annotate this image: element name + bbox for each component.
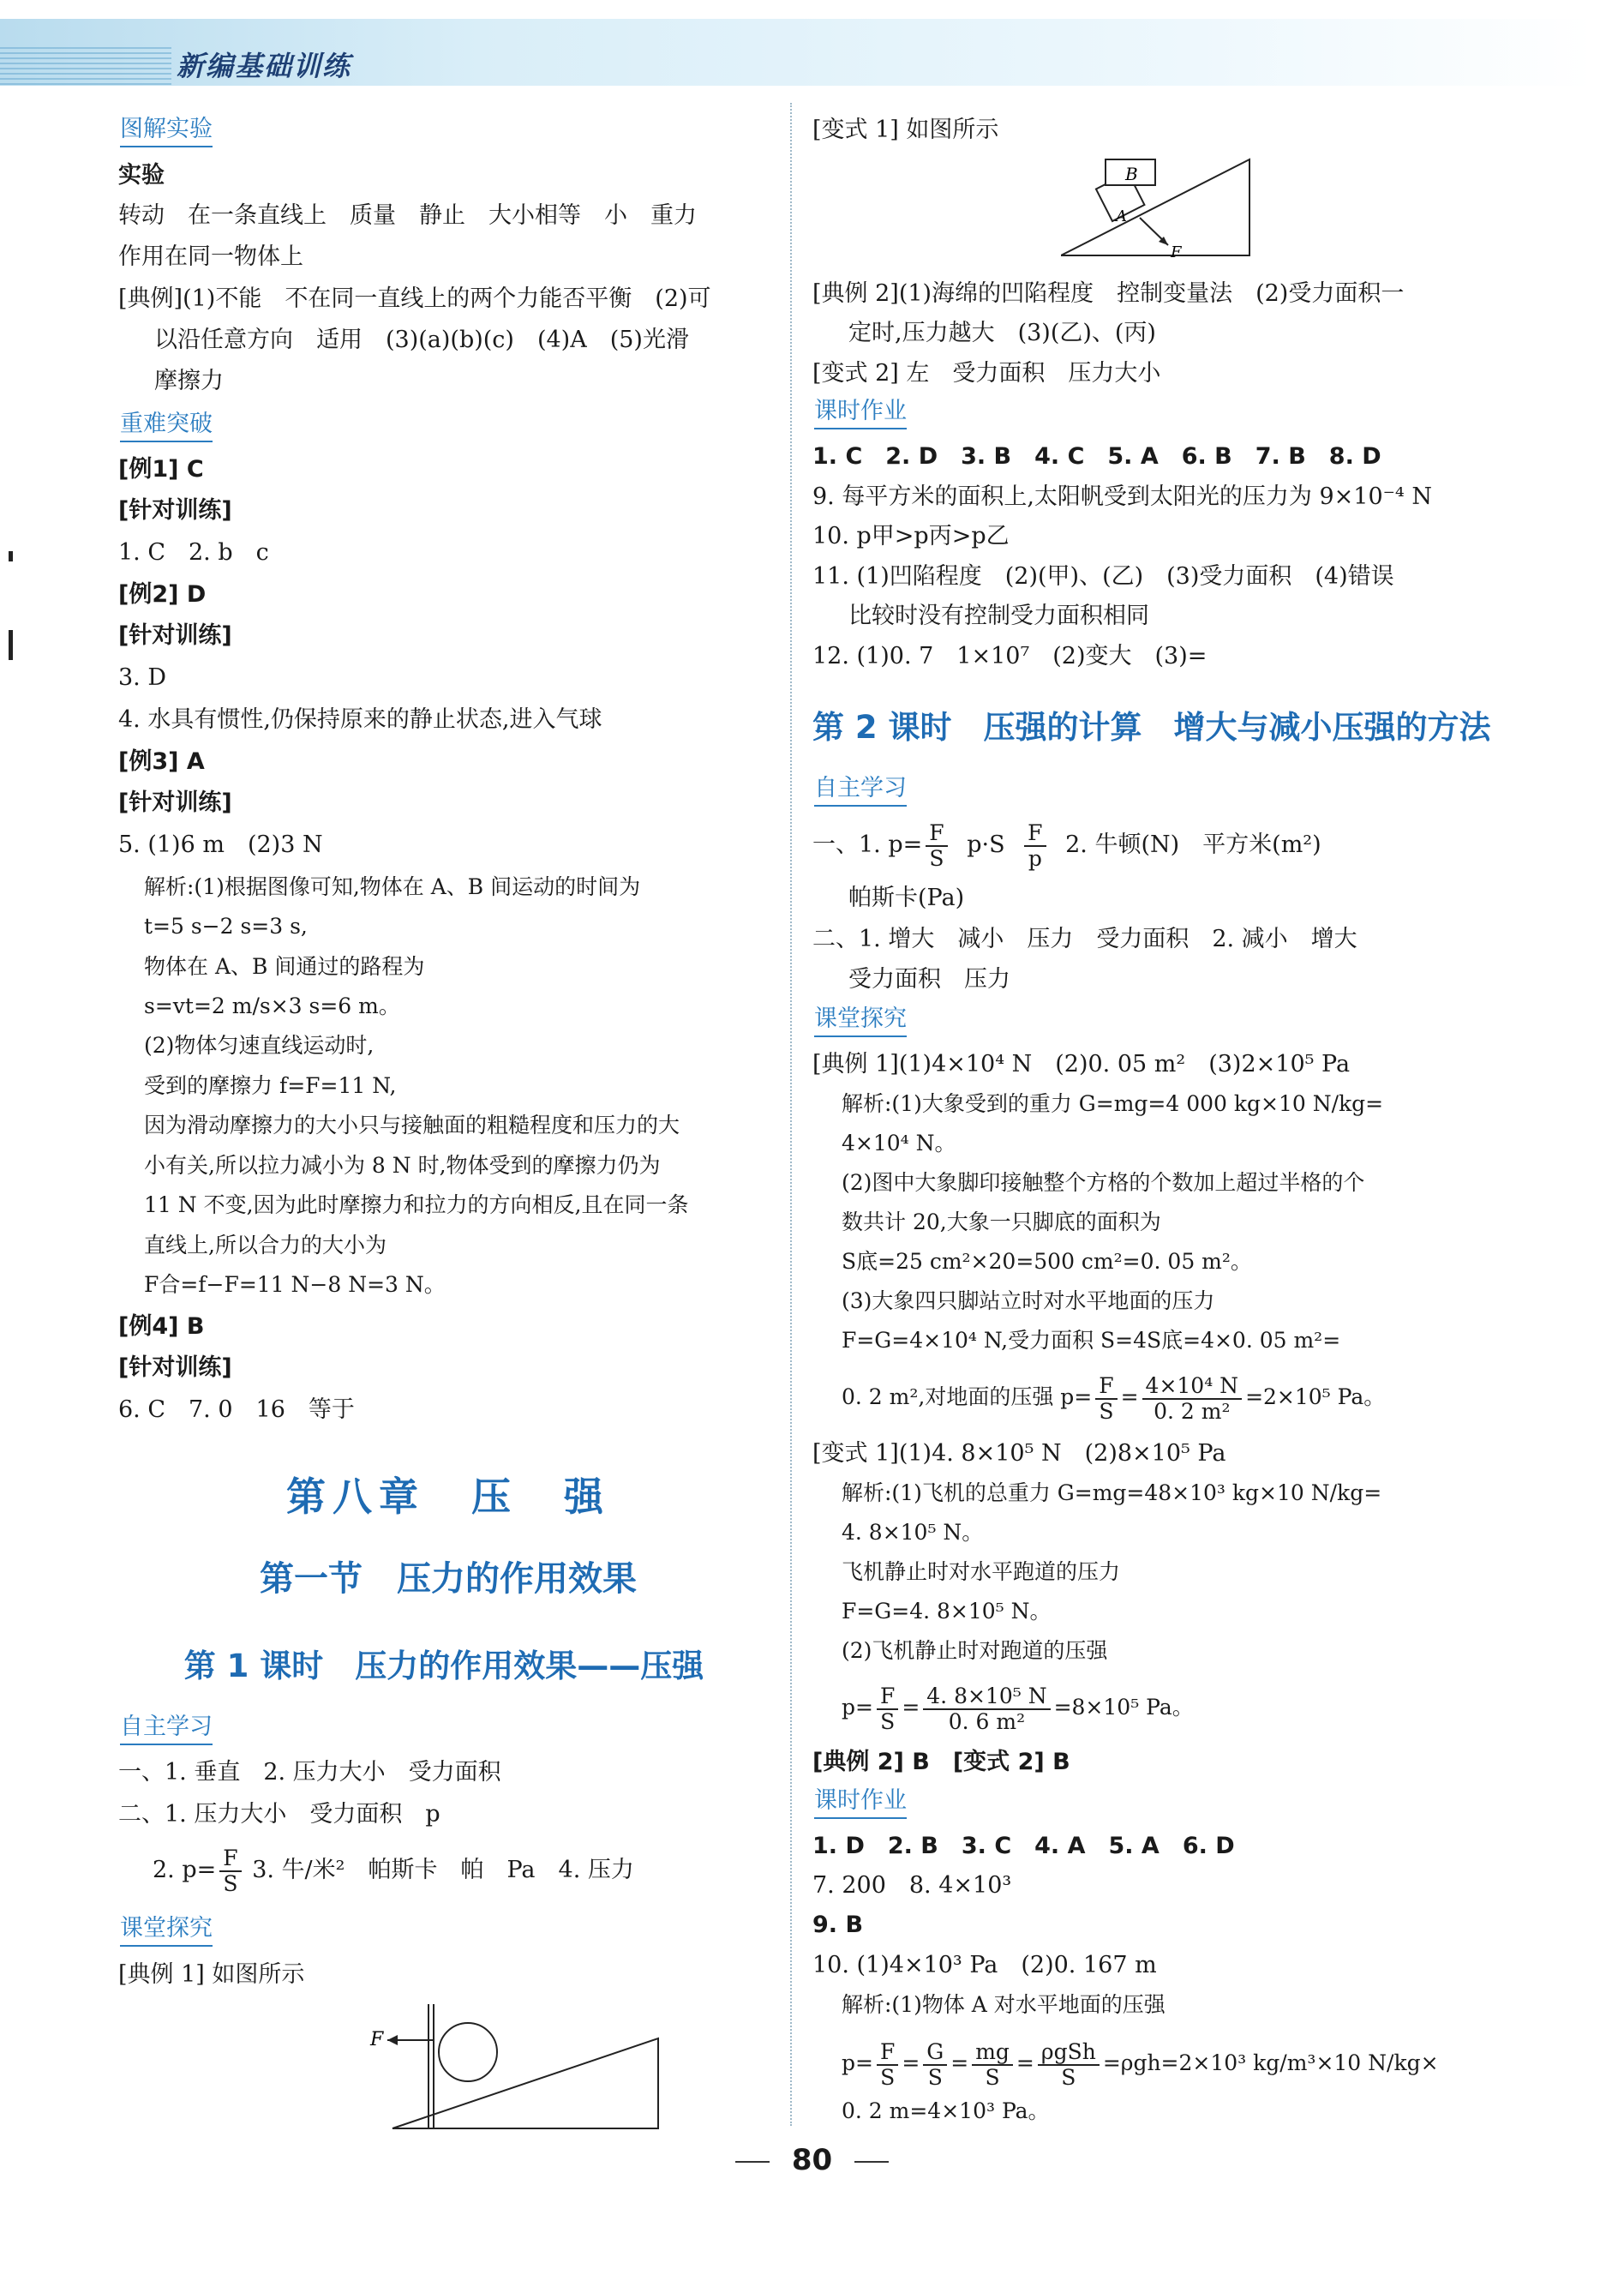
page-number-dash (735, 2161, 770, 2163)
analysis-line: (2)物体匀速直线运动时, (144, 1033, 375, 1058)
incline-sphere-figure (367, 1996, 675, 2137)
formula-prefix: 一、1. p= (812, 831, 923, 858)
analysis-line: F=G=4. 8×10⁵ N。 (842, 1599, 1052, 1624)
analysis-line: (2)飞机静止时对跑道的压强 (842, 1638, 1108, 1663)
analysis-line: F合=f−F=11 N−8 N=3 N。 (144, 1272, 446, 1297)
formula-line (153, 1845, 634, 1896)
practice-heading: [针对训练] (118, 497, 232, 524)
typical-example-line: 定时,压力越大 (3)(乙)、(丙) (848, 320, 1156, 346)
fraction-numerator: 4×10⁴ N (1142, 1374, 1243, 1400)
analysis-line: 解析:(1)飞机的总重力 G=mg=48×10³ kg×10 N/kg= (842, 1480, 1382, 1505)
fraction-denominator: S (223, 1870, 238, 1896)
analysis-line: 0. 2 m=4×10³ Pa。 (842, 2098, 1050, 2123)
formula-prefix: p= (842, 1695, 873, 1720)
force-label: F (370, 2029, 384, 2050)
formula-line: p= $\frac{F}{S}$ = $\frac{\text{4. 8×10⁵ N}}{\text{0. 6 m²}}$ =8×10⁵ Pa。 (842, 1683, 1194, 1734)
fraction-numerator: F (1024, 821, 1046, 847)
page-number (0, 2143, 1624, 2177)
typical-example-line: [典例](1)不能 不在同一直线上的两个力能否平衡 (2)可 (118, 285, 711, 312)
typical-example-line: [典例 1](1)4×10⁴ N (2)0. 05 m² (3)2×10⁵ Pa (812, 1051, 1351, 1077)
fraction (1142, 1374, 1243, 1424)
fraction (1038, 2040, 1100, 2090)
section-label-diagram-experiment: 图解实验 (120, 115, 213, 147)
formula-suffix: 3. 牛/米² 帕斯卡 帕 Pa 4. 压力 (252, 1857, 634, 1883)
column-divider (790, 103, 792, 2126)
formula-suffix: =ρgh=2×10³ kg/m³×10 N/kg× (1102, 2050, 1439, 2075)
section-label-homework: 课时作业 (814, 1786, 907, 1819)
analysis-line: 11 N 不变,因为此时摩擦力和拉力的方向相反,且在同一条 (144, 1192, 689, 1217)
formula-line: 0. 2 m²,对地面的压强 p= $\frac{F}{S}$ = $\frac{\text{4×10⁴ N}}{\text{0. 2 m²}}$ =2×10⁵ Pa。 (842, 1372, 1386, 1424)
analysis-line: 4. 8×10⁵ N。 (842, 1520, 984, 1545)
fraction-denominator: p (1028, 845, 1042, 871)
fraction-numerator: F (877, 2040, 898, 2066)
fraction (923, 1684, 1050, 1734)
answer-line: 5. (1)6 m (2)3 N (118, 831, 323, 858)
analysis-line: 解析:(1)大象受到的重力 G=mg=4 000 kg×10 N/kg= (842, 1091, 1384, 1116)
answer-line: 6. C 7. 0 16 等于 (118, 1396, 355, 1423)
scan-mark (9, 551, 13, 561)
page-number-dash (854, 2161, 889, 2163)
typical-example-line: [典例 2](1)海绵的凹陷程度 控制变量法 (2)受力面积一 (812, 280, 1405, 307)
fraction (1024, 821, 1046, 871)
answer-line: 9. B (812, 1912, 864, 1938)
answer-line: 一、1. 垂直 2. 压力大小 受力面积 (118, 1759, 501, 1786)
typical-example-line: 摩擦力 (154, 368, 224, 394)
formula-suffix: 2. 牛顿(N) 平方米(m²) (1065, 831, 1321, 858)
answer-line: 作用在同一物体上 (118, 243, 303, 270)
analysis-line: 直线上,所以合力的大小为 (144, 1233, 387, 1258)
fraction-denominator: S (929, 845, 944, 871)
header-title: 新编基础训练 (177, 50, 352, 82)
practice-heading: [针对训练] (118, 622, 232, 649)
formula-prefix: 2. p= (153, 1857, 217, 1883)
example-answer: [例2] D (118, 581, 207, 608)
analysis-line: 因为滑动摩擦力的大小只与接触面的粗糙程度和压力的大 (144, 1113, 680, 1138)
analysis-line: 物体在 A、B 间通过的路程为 (144, 954, 425, 979)
fraction-denominator: 0. 2 m² (1154, 1398, 1231, 1424)
analysis-line: 小有关,所以拉力减小为 8 N 时,物体受到的摩擦力仍为 (144, 1153, 661, 1178)
analysis-line: 受到的摩擦力 f=F=11 N, (144, 1073, 397, 1098)
answer-line: 3. D (118, 664, 166, 691)
page-number-text: 80 (791, 2143, 833, 2177)
analysis-line: 解析:(1)物体 A 对水平地面的压强 (842, 1992, 1166, 2017)
analysis-line: F=G=4×10⁴ N,受力面积 S=4S底=4×0. 05 m²= (842, 1328, 1341, 1353)
fraction-numerator: F (926, 821, 947, 847)
section-label-homework: 课时作业 (814, 397, 907, 429)
answer-line: 比较时没有控制受力面积相同 (848, 603, 1149, 629)
answer-line: 1. C 2. b c (118, 539, 269, 566)
answer-line: 帕斯卡(Pa) (848, 885, 965, 911)
typical-example-line: [典例 1] 如图所示 (118, 1961, 305, 1988)
answer-line: [典例 2] B [变式 2] B (812, 1749, 1070, 1775)
fraction-numerator: mg (972, 2040, 1013, 2066)
experiment-heading: 实验 (118, 162, 165, 189)
answer-line: 10. p甲>p丙>p乙 (812, 523, 1010, 549)
example-answer: [例1] C (118, 456, 204, 483)
header-decoration (0, 47, 171, 85)
section-label-key-difficulties: 重难突破 (120, 410, 213, 442)
variant-line: [变式 2] 左 受力面积 压力大小 (812, 360, 1161, 387)
section-label-self-study: 自主学习 (120, 1713, 213, 1745)
formula-line: p= $\frac{F}{S}$ = $\frac{G}{S}$ = $\frac{mg}{S}$ = $\frac{\text{ρgSh}}{S}$ =ρgh=2×10³ kg/m³×10 N/kg× (842, 2038, 1439, 2090)
section-title: 第一节 压力的作用效果 (260, 1559, 637, 1599)
fraction-numerator: G (923, 2040, 947, 2066)
section-label-class-exploration: 课堂探究 (120, 1914, 213, 1947)
analysis-line: t=5 s−2 s=3 s, (144, 914, 308, 939)
answer-line: 转动 在一条直线上 质量 静止 大小相等 小 重力 (118, 202, 697, 229)
analysis-line: S底=25 cm²×20=500 cm²=0. 05 m²。 (842, 1249, 1252, 1274)
fraction (972, 2040, 1013, 2090)
stacked-blocks-incline-figure (1061, 153, 1258, 264)
fraction-denominator: S (1061, 2064, 1076, 2090)
answer-line: 12. (1)0. 7 1×10⁷ (2)变大 (3)= (812, 643, 1208, 669)
answer-line: 1. C 2. D 3. B 4. C 5. A 6. B 7. B 8. D (812, 443, 1381, 470)
analysis-line: (3)大象四只脚站立时对水平地面的压力 (842, 1288, 1215, 1313)
lesson-title: 第 1 课时 压力的作用效果——压强 (183, 1648, 704, 1684)
formula-prefix: p= (842, 2050, 873, 2075)
formula-prefix: 0. 2 m²,对地面的压强 p= (842, 1384, 1093, 1409)
answer-line: 1. D 2. B 3. C 4. A 5. A 6. D (812, 1833, 1235, 1859)
force-label: F (1171, 243, 1182, 261)
fraction-denominator: S (1099, 1398, 1114, 1424)
fraction-denominator: S (985, 2064, 1000, 2090)
formula-suffix: =2×10⁵ Pa。 (1245, 1384, 1386, 1409)
fraction (219, 1846, 241, 1896)
practice-heading: [针对训练] (118, 1354, 232, 1381)
answer-line: 受力面积 压力 (848, 966, 1010, 993)
analysis-line: 解析:(1)根据图像可知,物体在 A、B 间运动的时间为 (144, 874, 641, 899)
formula-term: p·S (967, 831, 1005, 858)
fraction-numerator: ρgSh (1038, 2040, 1100, 2066)
analysis-line: s=vt=2 m/s×3 s=6 m。 (144, 993, 400, 1018)
fraction (877, 2040, 898, 2090)
fraction (926, 821, 947, 871)
fraction-denominator: S (880, 2064, 896, 2090)
fraction-numerator: F (877, 1684, 898, 1710)
fraction-numerator: F (219, 1846, 241, 1872)
fraction (877, 1684, 898, 1734)
fraction (923, 2040, 947, 2090)
answer-line: 7. 200 8. 4×10³ (812, 1872, 1012, 1899)
fraction (1095, 1374, 1117, 1424)
chapter-title: 第八章 压 强 (286, 1474, 610, 1520)
lesson-title: 第 2 课时 压强的计算 增大与减小压强的方法 (812, 709, 1491, 746)
formula-line (812, 819, 1321, 871)
analysis-line: 4×10⁴ N。 (842, 1131, 956, 1156)
practice-heading: [针对训练] (118, 789, 232, 816)
block-b-label: B (1125, 164, 1138, 184)
answer-line: 10. (1)4×10³ Pa (2)0. 167 m (812, 1952, 1157, 1978)
scan-mark (9, 630, 13, 660)
answer-line: 9. 每平方米的面积上,太阳帆受到太阳光的压力为 9×10⁻⁴ N (812, 483, 1432, 510)
analysis-line: (2)图中大象脚印接触整个方格的个数加上超过半格的个 (842, 1170, 1365, 1195)
answer-line: 4. 水具有惯性,仍保持原来的静止状态,进入气球 (118, 706, 602, 733)
fraction-denominator: S (927, 2064, 943, 2090)
answer-line: 二、1. 压力大小 受力面积 p (118, 1801, 440, 1828)
analysis-line: 飞机静止时对水平跑道的压力 (842, 1559, 1121, 1584)
section-label-class-exploration: 课堂探究 (814, 1005, 907, 1037)
answer-line: 二、1. 增大 减小 压力 受力面积 2. 减小 增大 (812, 926, 1357, 952)
typical-example-line: 以沿任意方向 适用 (3)(a)(b)(c) (4)A (5)光滑 (154, 327, 689, 353)
variant-line: [变式 1](1)4. 8×10⁵ N (2)8×10⁵ Pa (812, 1440, 1226, 1467)
block-a-label: A (1116, 207, 1127, 225)
formula-suffix: =8×10⁵ Pa。 (1053, 1695, 1194, 1720)
example-answer: [例4] B (118, 1313, 205, 1340)
analysis-line: 数共计 20,大象一只脚底的面积为 (842, 1210, 1161, 1234)
fraction-denominator: S (880, 1708, 896, 1734)
example-answer: [例3] A (118, 748, 205, 775)
section-label-self-study: 自主学习 (814, 774, 907, 807)
variant-line: [变式 1] 如图所示 (812, 117, 999, 143)
fraction-numerator: F (1095, 1374, 1117, 1400)
fraction-numerator: 4. 8×10⁵ N (923, 1684, 1050, 1710)
fraction-denominator: 0. 6 m² (948, 1708, 1026, 1734)
answer-line: 11. (1)凹陷程度 (2)(甲)、(乙) (3)受力面积 (4)错误 (812, 563, 1394, 590)
